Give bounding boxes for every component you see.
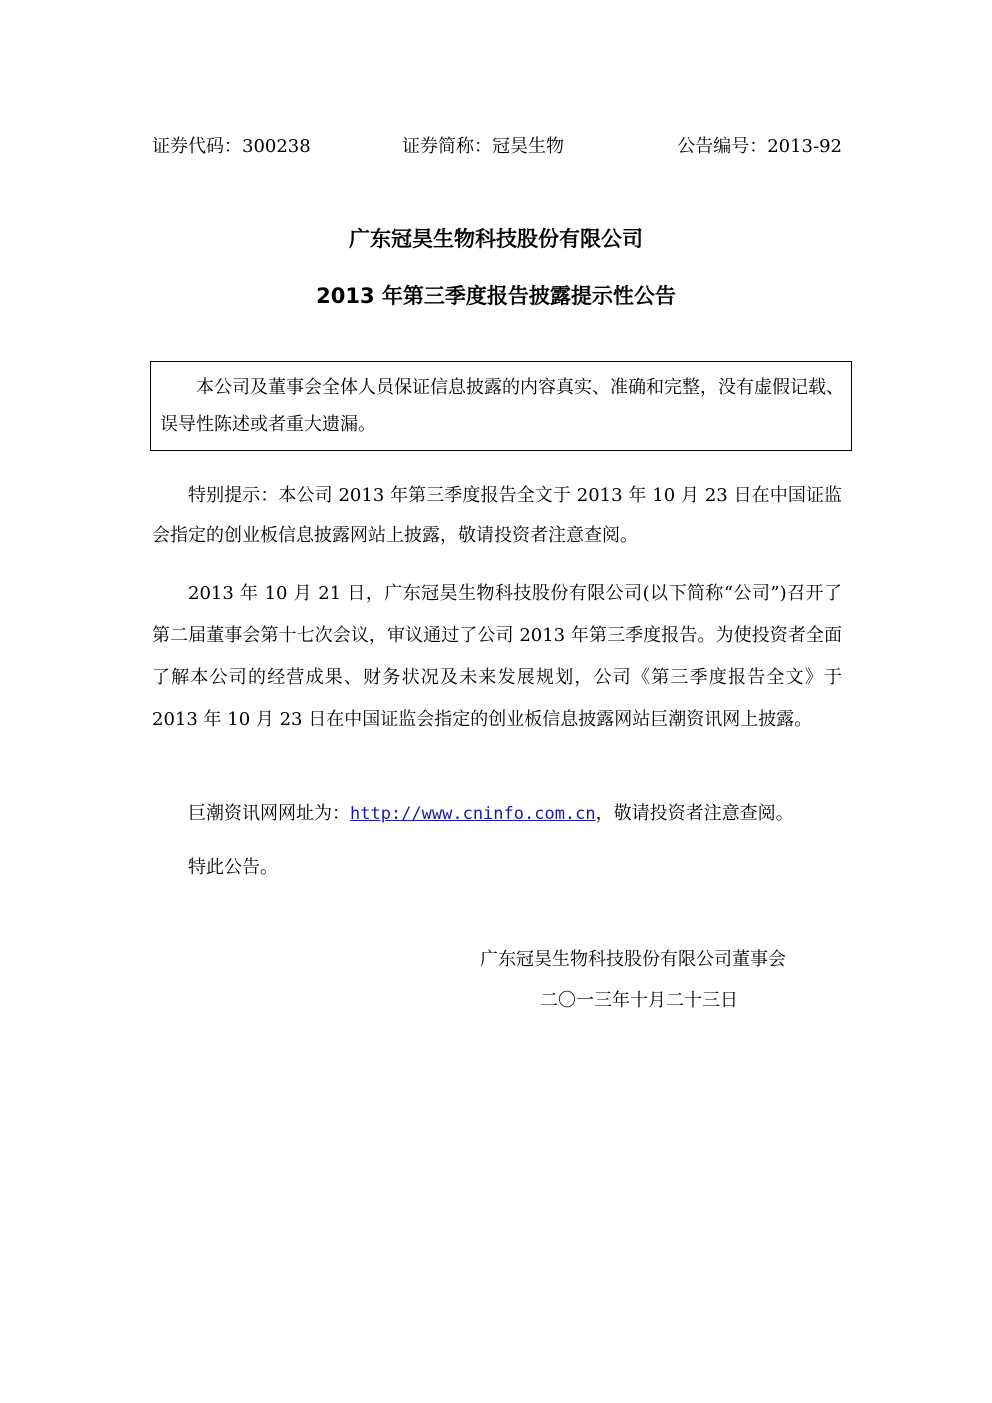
stock-abbreviation: 证券简称：冠昊生物 — [402, 136, 564, 157]
closing-statement: 特此公告。 — [188, 857, 278, 878]
special-notice-paragraph: 特别提示：本公司 2013 年第三季度报告全文于 2013 年 10 月 23 日在中国证监会指定的创业板信息披露网站上披露，敬请投资者注意查阅。 — [152, 485, 842, 546]
cninfo-link[interactable]: http://www.cninfo.com.cn — [350, 804, 596, 824]
board-meeting-paragraph: 2013 年 10 月 21 日，广东冠昊生物科技股份有限公司(以下简称“公司”)召开了第二届董事会第十七次会议，审议通过了公司 2013 年第三季度报告。为使投资者全面了解本公司的经营成果、财务状况及未来发展规划，公司《第三季度报告全文》于 2013 年 10 月 23 日在中国证监会指定的创业板信息披露网站巨潮资讯网上披露。 — [152, 583, 842, 730]
signature-company: 广东冠昊生物科技股份有限公司董事会 — [480, 949, 786, 970]
website-suffix: ，敬请投资者注意查阅。 — [595, 803, 794, 824]
stock-code: 证券代码：300238 — [152, 136, 311, 157]
company-title: 广东冠昊生物科技股份有限公司 — [349, 227, 643, 251]
website-prefix: 巨潮资讯网网址为： — [188, 803, 350, 824]
notice-number: 公告编号：2013-92 — [677, 136, 842, 157]
disclaimer-text: 本公司及董事会全体人员保证信息披露的内容真实、准确和完整，没有虚假记载、误导性陈述或者重大遗漏。 — [160, 377, 844, 435]
announcement-title: 2013 年第三季度报告披露提示性公告 — [316, 284, 676, 308]
website-paragraph — [152, 794, 842, 834]
signature-date: 二〇一三年十月二十三日 — [540, 990, 738, 1011]
document-header — [152, 134, 842, 160]
